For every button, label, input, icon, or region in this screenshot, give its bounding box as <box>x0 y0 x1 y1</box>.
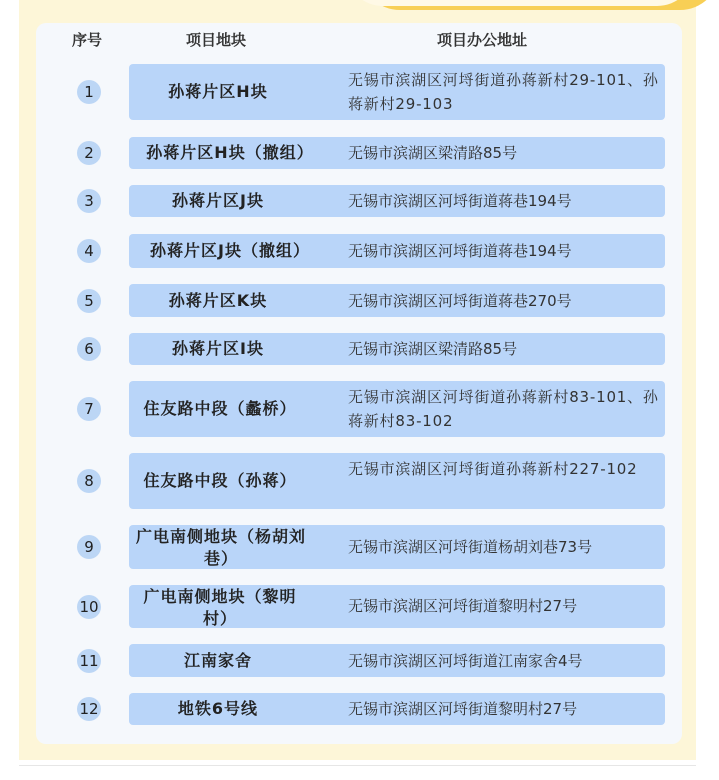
block-name: 孙蒋片区H块（撤组） <box>146 143 314 162</box>
office-address: 无锡市滨湖区河埒街道黎明村27号 <box>348 700 578 718</box>
row-number-badge: 7 <box>77 397 101 421</box>
block-name: 住友路中段（孙蒋） <box>143 471 297 490</box>
row-number-badge: 12 <box>77 697 101 721</box>
row-number-badge: 1 <box>77 80 101 104</box>
header-number: 序号 <box>72 31 103 49</box>
office-address: 无锡市滨湖区河埒街道孙蒋新村227-102 <box>348 460 638 478</box>
office-address: 无锡市滨湖区河埒街道黎明村27号 <box>348 597 578 615</box>
office-address: 无锡市滨湖区梁清路85号 <box>348 144 518 162</box>
header-address: 项目办公地址 <box>437 31 528 49</box>
row-number-badge: 11 <box>77 649 101 673</box>
office-address: 无锡市滨湖区梁清路85号 <box>348 340 518 358</box>
row-number-badge: 5 <box>77 289 101 313</box>
block-name: 住友路中段（蠡桥） <box>143 399 297 418</box>
office-address: 无锡市滨湖区河埒街道江南家舍4号 <box>348 652 583 670</box>
divider <box>19 765 696 766</box>
row-number-badge: 8 <box>77 469 101 493</box>
block-name: 孙蒋片区K块 <box>168 291 268 310</box>
row-number-badge: 10 <box>77 595 101 619</box>
row-number-badge: 4 <box>77 239 101 263</box>
block-name: 孙蒋片区J块（撤组） <box>150 241 310 260</box>
block-name: 地铁6号线 <box>177 699 259 718</box>
block-name: 江南家舍 <box>183 651 252 670</box>
office-address: 无锡市滨湖区河埒街道孙蒋新村29-101、孙蒋新村29-103 <box>348 71 659 113</box>
row-number-badge: 6 <box>77 337 101 361</box>
block-name: 孙蒋片区J块 <box>172 191 264 210</box>
office-address: 无锡市滨湖区河埒街道蒋巷194号 <box>348 242 572 260</box>
row-number-badge: 2 <box>77 141 101 165</box>
block-name: 广电南侧地块（杨胡刘巷） <box>135 527 306 568</box>
office-address: 无锡市滨湖区河埒街道蒋巷194号 <box>348 192 572 210</box>
office-address: 无锡市滨湖区河埒街道孙蒋新村83-101、孙蒋新村83-102 <box>348 388 659 430</box>
decorative-ribbon-inner <box>345 0 695 6</box>
office-address: 无锡市滨湖区河埒街道杨胡刘巷73号 <box>348 538 593 556</box>
office-address: 无锡市滨湖区河埒街道蒋巷270号 <box>348 292 572 310</box>
row-number-badge: 9 <box>77 535 101 559</box>
block-name: 孙蒋片区I块 <box>172 339 264 358</box>
row-number-badge: 3 <box>77 189 101 213</box>
block-name: 广电南侧地块（黎明村） <box>143 587 297 628</box>
block-name: 孙蒋片区H块 <box>168 82 268 101</box>
header-block: 项目地块 <box>186 31 247 49</box>
